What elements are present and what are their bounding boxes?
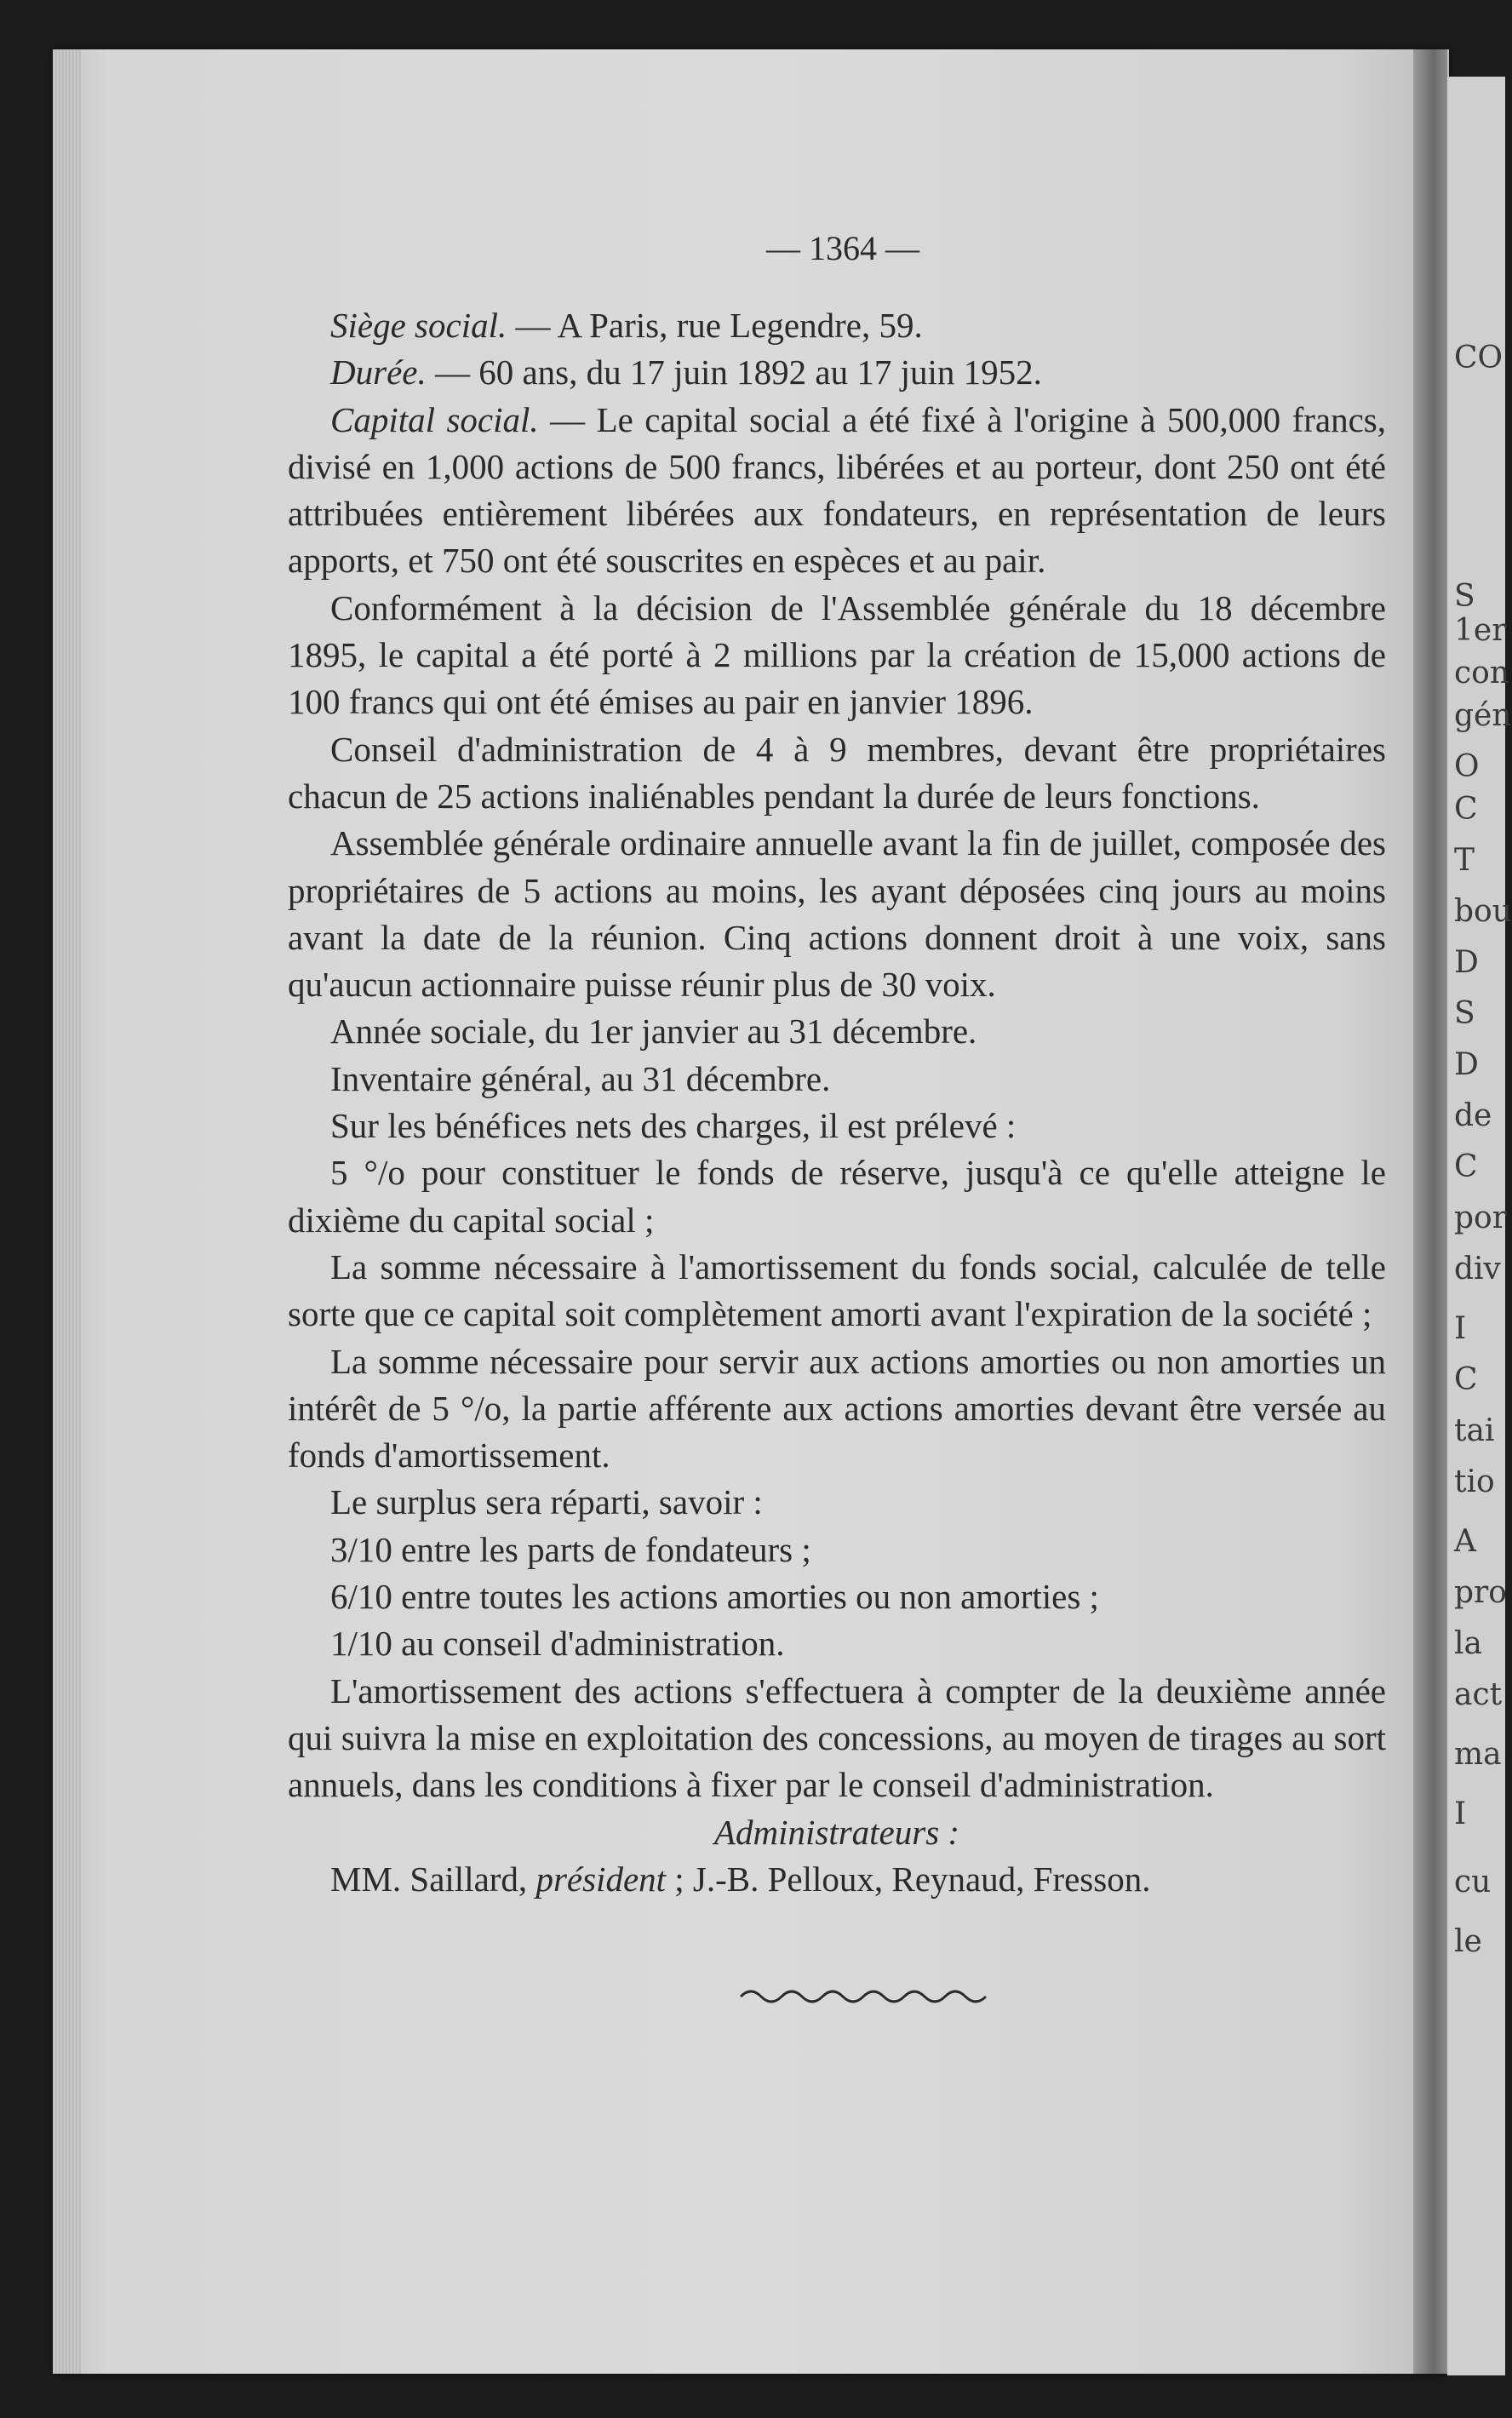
conseil-share: 1/10 au conseil d'administration.: [330, 1624, 785, 1664]
reserve-paragraph: 5 °/o pour constituer le fonds de réserve, jusqu'à ce qu'elle atteigne le dixième du capital social ;: [288, 1153, 1386, 1240]
amortissement-paragraph: La somme nécessaire à l'amortissement du fonds social, calculée de telle sorte que ce capital soit complètement amorti avant l'expiration de la société ;: [288, 1246, 1386, 1334]
next-page-fragment: tai: [1454, 1413, 1495, 1448]
page-number: — 1364 —: [766, 229, 919, 267]
next-page-fragment: C: [1454, 1149, 1478, 1184]
next-page-fragment: 1er: [1454, 613, 1507, 648]
capital-paragraph: [288, 397, 1386, 585]
administrateurs-heading: Administrateurs :: [713, 1812, 960, 1852]
capital-label: Capital social.: [330, 399, 539, 439]
administrateurs-list: [288, 1856, 1386, 1903]
siege-text: — A Paris, rue Legendre, 59.: [507, 306, 923, 345]
next-page-fragment: ma: [1454, 1737, 1502, 1772]
capital-text: — Le capital social a été fixé à l'origine à 500,000 francs, divisé en 1,000 actions de 500 francs, libérées et au porteur, dont 250 ont été attribuées entièrement libérées aux fondateurs, en représentation de leurs apports, et 750 ont été souscrites en espèces et au pair.: [288, 399, 1386, 581]
book-gutter: [1413, 49, 1447, 2374]
actions-share: 6/10 entre toutes les actions amorties ou non amorties ;: [330, 1577, 1099, 1617]
fondateurs-share: 3/10 entre les parts de fondateurs ;: [330, 1529, 811, 1569]
annee-paragraph: Année sociale, du 1er janvier au 31 décembre.: [330, 1011, 977, 1051]
lamortissement-paragraph: L'amortissement des actions s'effectuera à compter de la deuxième année qui suivra la mise en exploitation des concessions, au moyen de tirages au sort annuels, dans les conditions à fixer par le conseil d'administration.: [288, 1670, 1386, 1805]
benefices-paragraph: Sur les bénéfices nets des charges, il est prélevé :: [330, 1106, 1017, 1146]
duree-label: Durée.: [330, 352, 427, 392]
siege-paragraph: [288, 302, 1386, 349]
next-page-fragment: con: [1454, 656, 1510, 690]
next-page-fragment: act: [1454, 1677, 1503, 1712]
next-page-fragment: D: [1454, 1047, 1479, 1082]
next-page-fragment: gén: [1454, 698, 1512, 733]
surplus-paragraph: Le surplus sera réparti, savoir :: [330, 1482, 763, 1522]
siege-label: Siège social.: [330, 306, 507, 345]
next-page-fragment: tio: [1454, 1464, 1495, 1499]
next-page-fragment: S: [1454, 996, 1475, 1031]
next-page-fragment: pro: [1454, 1575, 1507, 1610]
next-page-fragment: S: [1454, 579, 1475, 614]
duree-text: — 60 ans, du 17 juin 1892 au 17 juin 1952.: [426, 352, 1042, 392]
interet-paragraph: La somme nécessaire pour servir aux actions amorties ou non amorties un intérêt de 5 °/o, la partie afférente aux actions amorties devant être versée au fonds d'amortissement.: [288, 1341, 1386, 1475]
inventaire-paragraph: Inventaire général, au 31 décembre.: [330, 1058, 831, 1098]
assemblee-paragraph: Assemblée générale ordinaire annuelle avant la fin de juillet, composée des propriétaires de 5 actions au moins, les ayant déposées cinq jours au moins avant la date de la réunion. Cinq actions donnent droit à une voix, sans qu'aucun actionnaire puisse réunir plus de 30 voix.: [288, 823, 1386, 1005]
page-edges: [53, 49, 82, 2374]
next-page-fragment: de: [1454, 1098, 1492, 1133]
next-page-fragment: I: [1454, 1311, 1467, 1346]
next-page-fragment: I: [1454, 1796, 1467, 1831]
next-page-margin: [1447, 77, 1512, 2375]
next-page-fragment: O: [1454, 749, 1480, 784]
next-page-fragment: le: [1454, 1924, 1482, 1959]
next-page-fragment: T: [1454, 843, 1475, 878]
next-page-fragment: A: [1454, 1524, 1476, 1559]
closing-ornament: [741, 1984, 996, 2009]
next-page-fragment: C: [1454, 1362, 1478, 1397]
conseil-paragraph: Conseil d'administration de 4 à 9 membres, devant être propriétaires chacun de 25 actions inaliénables pendant la durée de leurs fonctions.: [288, 729, 1386, 816]
next-page-fragment: la: [1454, 1626, 1482, 1661]
admin-rest: ; J.-B. Pelloux, Reynaud, Fresson.: [666, 1859, 1151, 1899]
conformement-paragraph: Conformément à la décision de l'Assemblée générale du 18 décembre 1895, le capital a été porté à 2 millions par la création de 15,000 actions de 100 francs qui ont été émises au pair en janvier 1896.: [288, 587, 1386, 722]
next-page-fragment: cu: [1454, 1865, 1492, 1899]
admin-mm: MM. Saillard,: [330, 1859, 536, 1899]
next-page-fragment: C: [1454, 792, 1478, 827]
admin-president: président: [536, 1859, 667, 1899]
next-page-fragment: CO: [1454, 341, 1503, 375]
next-page-fragment: div: [1454, 1252, 1501, 1286]
duree-paragraph: [288, 349, 1386, 396]
next-page-fragment: bou: [1454, 894, 1512, 929]
next-page-fragment: D: [1454, 945, 1479, 980]
next-page-fragment: por: [1454, 1200, 1507, 1235]
document-body: [288, 302, 1386, 1903]
